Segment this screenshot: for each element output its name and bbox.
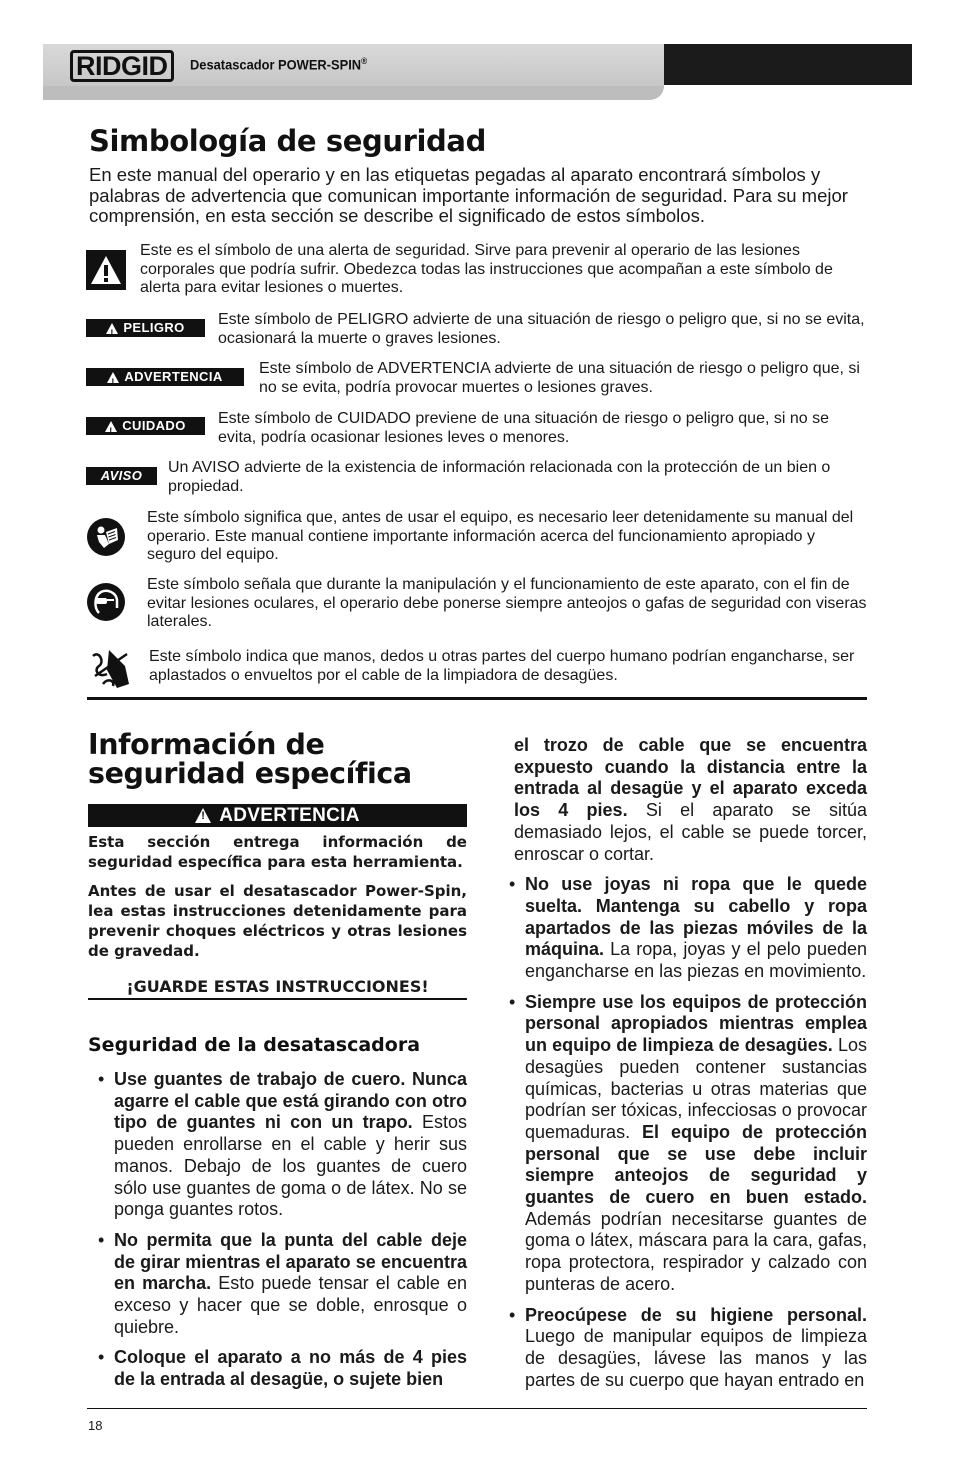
section-title-safety-symbols: Simbología de seguridad xyxy=(89,124,486,158)
product-name xyxy=(190,56,367,73)
bullet-text: Además podrían necesitarse guantes de goma o látex, máscara para la cara, gafas, ropa protectora, respirador y calzado con punteras de acero. xyxy=(525,1208,867,1294)
symbol-row-aviso xyxy=(86,459,867,499)
peligro-label-text: PELIGRO xyxy=(123,320,185,335)
bullet-text: Estos pueden enrollarse en el cable y herir sus manos. Debajo de los guantes de cuero sólo use guantes de goma o de látex. No se ponga guantes rotos. xyxy=(114,1112,467,1220)
safety-alert-icon xyxy=(86,250,126,290)
bullet-text: Luego de manipular equipos de limpieza de desagües, lávese las manos y las partes de su cuerpo que hayan entrado en xyxy=(525,1326,867,1390)
symbol-row-entanglement xyxy=(86,646,867,690)
ridgid-logo: RIDGID xyxy=(70,50,174,82)
advertencia-label xyxy=(86,368,244,386)
bullet-text: La ropa, joyas y el pelo pueden engancharse en las piezas en movimiento. xyxy=(525,939,867,982)
list-item xyxy=(88,1347,467,1390)
symbol-text-advertencia: Este símbolo de ADVERTENCIA advierte de una situación de riesgo o peligro que, si no se evita, podría provocar muertes o lesiones graves. xyxy=(259,360,860,396)
warning-paragraph-1: Esta sección entrega información de seguridad específica para esta herramienta. xyxy=(88,833,467,871)
list-item xyxy=(499,874,867,983)
right-column xyxy=(499,735,867,1391)
product-name-text: Desatascador POWER-SPIN xyxy=(190,56,362,73)
mini-alert-icon xyxy=(107,372,119,383)
left-column xyxy=(88,804,467,1391)
continued-bullet xyxy=(514,735,867,865)
symbol-row-eye xyxy=(86,576,867,634)
bullet-bold: Use guantes de trabajo de cuero. Nunca agarre el cable que está girando con otro tipo de guantes ni con un trapo. xyxy=(114,1069,467,1133)
registered-mark: ® xyxy=(361,56,368,66)
bullet-bold: Coloque el aparato a no más de 4 pies de la entrada al desagüe, o sujete bien xyxy=(114,1347,467,1390)
entanglement-hazard-icon xyxy=(89,646,133,690)
symbol-row-advertencia xyxy=(86,360,867,400)
symbol-text-entanglement: Este símbolo indica que manos, dedos u otras partes del cuerpo humano podrían engancharse, ser aplastados o envueltos por el cable de la limpiadora de desagües. xyxy=(149,648,855,684)
symbol-row-alert xyxy=(86,242,867,302)
bullet-text: Esto puede tensar el cable en exceso y hacer que se doble, enrosque o quiebre. xyxy=(114,1273,468,1337)
title-line-1: Información de xyxy=(88,728,325,761)
safety-bullet-list-right xyxy=(499,874,867,1391)
symbol-text-cuidado: Este símbolo de CUIDADO previene de una situación de riesgo o peligro que, si no se evita, podría ocasionar lesiones leves o menores. xyxy=(218,410,830,446)
bullet-text: Si el aparato se sitúa demasiado lejos, el cable se puede torcer, enroscar o cortar. xyxy=(514,800,867,864)
section-divider xyxy=(87,697,867,700)
bullet-bold: Siempre use los equipos de protección personal apropiados mientras emplea un equipo de limpieza de desagües. xyxy=(525,991,867,1056)
symbol-text-manual: Este símbolo significa que, antes de usar el equipo, es necesario leer detenidamente su manual del operario. Este manual contiene importante información acerca del funcionamiento apropiado y seguro del equipo. xyxy=(147,509,854,563)
section-title-specific-info xyxy=(88,730,412,788)
cuidado-label-text: CUIDADO xyxy=(122,418,186,433)
bullet-bold: El equipo de protección personal que se use debe incluir siempre anteojos de seguridad y guantes de cuero en buen estado. xyxy=(525,1121,867,1208)
symbol-text-peligro: Este símbolo de PELIGRO advierte de una situación de riesgo o peligro que, si no se evita, ocasionará la muerte o graves lesiones. xyxy=(218,311,865,347)
list-item xyxy=(499,992,867,1296)
bullet-bold: el trozo de cable que se encuentra expuesto cuando la distancia entre la entrada al desagüe y el aparato exceda los 4 pies. xyxy=(514,735,867,821)
symbol-row-manual xyxy=(86,509,867,567)
bullet-bold: No permita que la punta del cable deje de girar mientras el aparato se encuentra en marcha. xyxy=(114,1229,467,1294)
bullet-bold: Preocúpese de su higiene personal. xyxy=(525,1304,867,1325)
header-black-block xyxy=(664,44,912,85)
safety-bullet-list xyxy=(88,1069,467,1391)
symbol-text-aviso: Un AVISO advierte de la existencia de información relacionada con la protección de un bien o propiedad. xyxy=(168,459,831,495)
footer-rule xyxy=(87,1408,867,1409)
eye-protection-icon xyxy=(87,583,125,621)
save-instructions: ¡GUARDE ESTAS INSTRUCCIONES! xyxy=(88,977,467,1000)
symbol-text-eye: Este símbolo señala que durante la manipulación y el funcionamiento de este aparato, con el fin de evitar lesiones oculares, el operario debe ponerse siempre anteojos o gafas de seguridad con viseras laterales. xyxy=(147,576,867,630)
list-item xyxy=(88,1069,467,1221)
mini-alert-icon xyxy=(195,808,211,823)
list-item xyxy=(88,1230,467,1339)
cuidado-label xyxy=(86,417,205,435)
advertencia-banner xyxy=(88,804,467,827)
warning-paragraph-2: Antes de usar el desatascador Power-Spin, lea estas instrucciones detenidamente para prevenir choques eléctricos y otras lesiones de gravedad. xyxy=(88,882,467,960)
advertencia-banner-text: ADVERTENCIA xyxy=(219,804,360,826)
symbol-row-cuidado xyxy=(86,410,867,450)
bullet-bold: No use joyas ni ropa que le quede suelta. Mantenga su cabello y ropa apartados de las piezas móviles de la máquina. xyxy=(525,874,867,960)
mini-alert-icon xyxy=(105,421,117,432)
advertencia-label-text: ADVERTENCIA xyxy=(124,369,223,384)
symbol-text-alert: Este es el símbolo de una alerta de seguridad. Sirve para prevenir al operario de las lesiones corporales que podría sufrir. Obedezca todas las instrucciones que acompañan a este símbolo de alerta para evitar lesiones o muertes. xyxy=(140,242,833,296)
symbol-row-peligro xyxy=(86,311,867,351)
bullet-text: Los desagües pueden contener sustancias químicas, bacterias u otras materias que podrían ser tóxicas, infecciosas o provocar quemaduras. xyxy=(525,1035,867,1142)
page-number: 18 xyxy=(88,1418,103,1433)
list-item xyxy=(499,1305,867,1392)
mini-alert-icon xyxy=(106,323,118,334)
subhead-drain-safety: Seguridad de la desatascadora xyxy=(88,1034,421,1056)
read-manual-icon xyxy=(87,518,125,556)
intro-paragraph: En este manual del operario y en las etiquetas pegadas al aparato encontrará símbolos y palabras de advertencia que comunican importante información de seguridad. Para su mejor comprensión, en esta sección se describe el significado de estos símbolos. xyxy=(89,164,848,226)
aviso-label: AVISO xyxy=(86,467,157,485)
peligro-label xyxy=(86,319,205,337)
header-rule xyxy=(43,86,664,100)
title-line-2: seguridad específica xyxy=(88,757,412,790)
